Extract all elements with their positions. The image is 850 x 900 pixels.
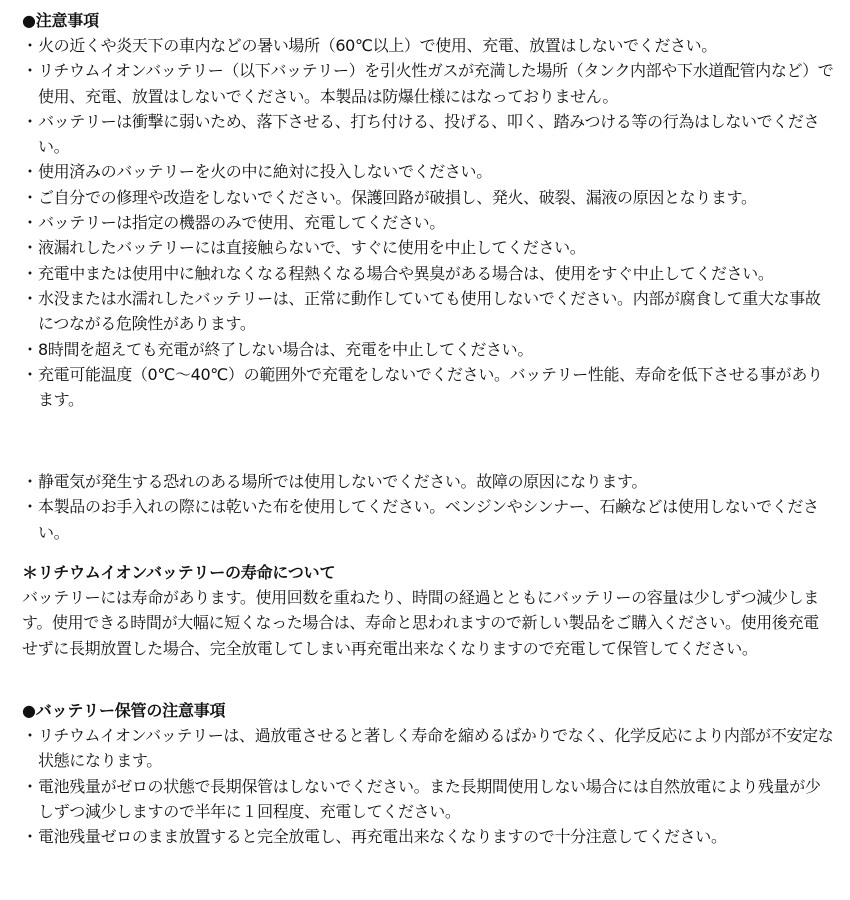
caution-item — [22, 469, 834, 494]
bullet-mark: ・ — [22, 238, 38, 258]
bullet-mark: ・ — [22, 827, 38, 847]
caution-item-text: 静電気が発生する恐れのある場所では使用しないでください。故障の原因になります。 — [38, 472, 648, 491]
caution-item-text: 水没または水濡れしたバッテリーは、正常に動作していても使用しないでください。内部が腐食して重大な事故につながる危険性があります。 — [38, 288, 821, 334]
storage-item — [22, 723, 834, 774]
caution-item — [22, 109, 834, 160]
bullet-mark: ・ — [22, 726, 38, 745]
caution-item-text: 本製品のお手入れの際には乾いた布を使用してください。ベンジンやシンナー、石鹸などは使用しないでください。 — [38, 497, 819, 542]
caution-item — [22, 33, 834, 58]
bullet-mark: ・ — [22, 497, 38, 517]
bullet-mark: ・ — [22, 61, 38, 81]
caution-section — [22, 8, 834, 412]
bullet-mark: ・ — [22, 339, 38, 359]
caution-item-text: 充電可能温度（0℃〜40℃）の範囲外で充電をしないでください。バッテリー性能、寿命を低下させる事があります。 — [38, 364, 823, 410]
storage-item-text: 電池残量ゼロのまま放置すると完全放電し、再充電出来なくなりますので十分注意してください。 — [38, 827, 727, 847]
caution-item — [22, 261, 834, 286]
caution-item-text: 充電中または使用中に触れなくなる程熱くなる場合や異臭がある場合は、使用をすぐ中止してください。 — [38, 263, 774, 283]
bullet-mark: ・ — [22, 111, 38, 131]
caution-item-text: 液漏れしたバッテリーには直接触らないで、すぐに使用を中止してください。 — [38, 238, 586, 258]
bullet-mark: ・ — [22, 472, 38, 491]
caution-item — [22, 494, 834, 545]
caution-item — [22, 235, 834, 260]
caution-item-text: リチウムイオンバッテリー（以下バッテリー）を引火性ガスが充満した場所（タンク内部や下水道配管内など）で使用、充電、放置はしないでください。本製品は防爆仕様にはなっておりません。 — [38, 61, 834, 106]
bullet-mark: ・ — [22, 364, 38, 384]
caution-item-text: バッテリーは指定の機器のみで使用、充電してください。 — [38, 213, 445, 233]
caution-item-text: バッテリーは衝撃に弱いため、落下させる、打ち付ける、投げる、叩く、踏みつける等の行為はしないでください。 — [38, 111, 820, 157]
lifespan-heading: ＊リチウムイオンバッテリーの寿命について — [22, 563, 336, 582]
caution-item-text: 火の近くや炎天下の車内などの暑い場所（60℃以上）で使用、充電、放置はしないでください。 — [38, 36, 717, 55]
caution-item — [22, 210, 834, 235]
storage-item-text: リチウムイオンバッテリーは、過放電させると著しく寿命を縮めるばかりでなく、化学反応により内部が不安定な状態になります。 — [38, 726, 834, 771]
lifespan-paragraph: バッテリーには寿命があります。使用回数を重ねたり、時間の経過とともにバッテリーの容量は少しずつ減少します。使用できる時間が大幅に短くなった場合は、寿命と思われますので新しい製品をご購入ください。使用後充電せずに長期放置した場合、完全放電してしまい再充電出来なくなりますので充電して保管してください。 — [22, 588, 819, 658]
caution-item — [22, 337, 834, 362]
bullet-mark: ・ — [22, 263, 38, 283]
caution-item — [22, 185, 834, 210]
bullet-mark: ・ — [22, 288, 38, 308]
caution-heading: ●注意事項 — [22, 11, 99, 30]
caution-item — [22, 286, 834, 337]
caution-item-text: ご自分での修理や改造をしないでください。保護回路が破損し、発火、破裂、漏液の原因となります。 — [38, 187, 757, 207]
storage-item-text: 電池残量がゼロの状態で長期保管はしないでください。また長期間使用しない場合には自然放電により残量が少しずつ減少しますので半年に１回程度、充電してください。 — [38, 776, 821, 821]
storage-item — [22, 774, 834, 825]
bullet-mark: ・ — [22, 213, 38, 233]
caution-item — [22, 159, 834, 184]
storage-heading: ●バッテリー保管の注意事項 — [22, 701, 226, 720]
bullet-mark: ・ — [22, 162, 38, 182]
caution-item-text: 8時間を超えても充電が終了しない場合は、充電を中止してください。 — [38, 339, 533, 359]
storage-item — [22, 824, 834, 849]
caution-item — [22, 58, 834, 109]
bullet-mark: ・ — [22, 187, 38, 207]
bullet-mark: ・ — [22, 776, 38, 796]
lifespan-section — [22, 560, 834, 661]
bullet-mark: ・ — [22, 36, 38, 55]
caution-extra-section — [22, 469, 834, 545]
caution-item — [22, 362, 834, 413]
storage-section — [22, 698, 834, 849]
caution-item-text: 使用済みのバッテリーを火の中に絶対に投入しないでください。 — [38, 162, 492, 182]
